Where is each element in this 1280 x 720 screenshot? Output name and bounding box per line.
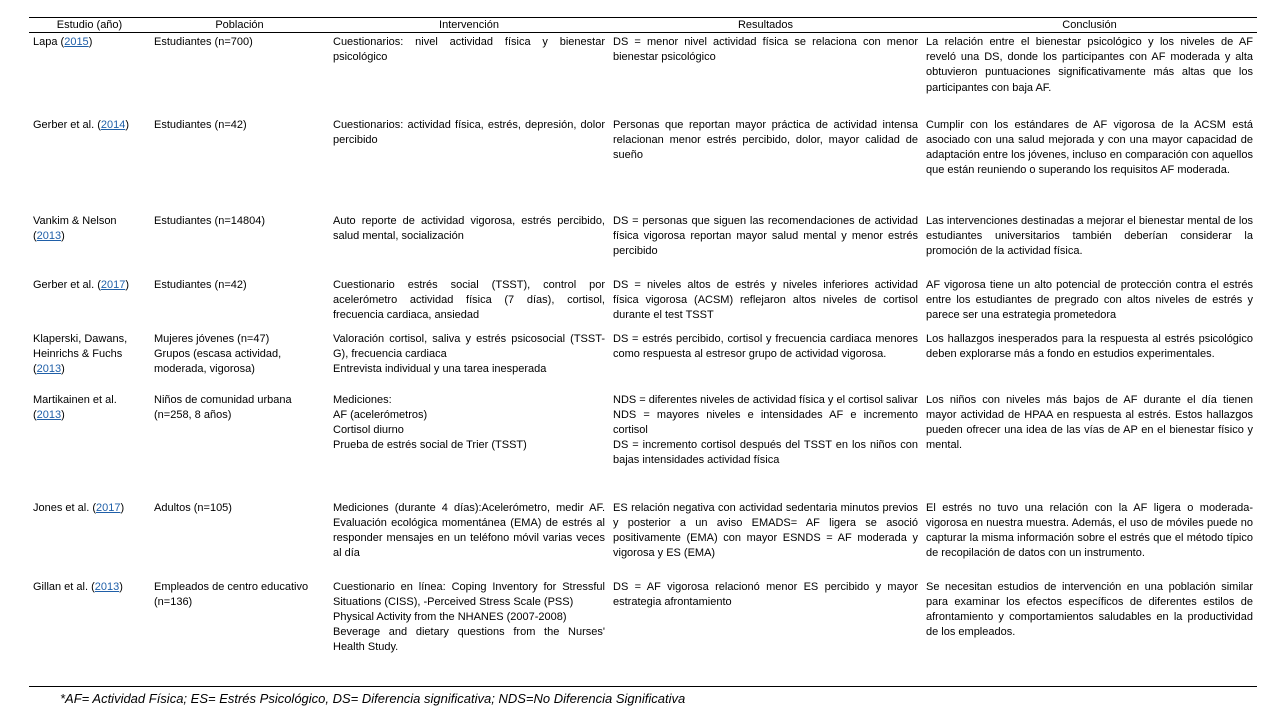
cell-results — [609, 330, 922, 391]
table-row — [29, 578, 1257, 674]
cell-intervention — [329, 276, 609, 330]
cell-results — [609, 499, 922, 578]
cell-conclusion-line: Los niños con niveles más bajos de AF durante el día tienen mayor actividad de HPAA en respuesta al estrés. Estos hallazgos pueden ofrecer una idea de las vías de AP en el bienestar físico y mental. — [926, 393, 1253, 452]
study-suffix: ) — [125, 118, 130, 131]
cell-results-line: ES relación negativa con actividad sedentaria minutos previos y posterior a un aviso EMADS= AF ligera se asoció positivamente (EMA) con mayor ESNDS = AF moderada y vigorosa y ES (EMA) — [613, 501, 918, 560]
study-suffix: ) — [88, 36, 93, 48]
cell-conclusion — [922, 499, 1257, 578]
cell-intervention — [329, 391, 609, 499]
cell-conclusion — [922, 391, 1257, 499]
cell-intervention-line: Beverage and dietary questions from the Nurses' Health Study. — [333, 626, 605, 654]
cell-results-line: DS = incremento cortisol después del TSST en los niños con bajas intensidades actividad física — [613, 439, 918, 467]
studies-table — [29, 17, 1257, 674]
cell-results-line: DS = AF vigorosa relacionó menor ES percibido y mayor estrategia afrontamiento — [613, 580, 918, 608]
study-suffix: ) — [61, 408, 65, 421]
cell-intervention-line: Cortisol diurno — [333, 423, 404, 436]
cell-intervention-line: Mediciones (durante 4 días):Acelerómetro, medir AF. Evaluación ecológica momentánea (EMA) de estrés al responder mensajes en un teléfono móvil varias veces al día — [333, 501, 605, 560]
study-suffix: ) — [119, 580, 123, 593]
cell-intervention-line: Auto reporte de actividad vigorosa, estrés percibido, salud mental, socialización — [333, 214, 605, 242]
cell-results — [609, 33, 922, 116]
cell-conclusion-line: Los hallazgos inesperados para la respuesta al estrés psicológico deben explorarse más a fondo en estudios experimentales. — [926, 332, 1253, 360]
cell-conclusion — [922, 33, 1257, 116]
cell-intervention — [329, 499, 609, 578]
cell-study — [29, 33, 150, 116]
study-year-link[interactable]: 2015 — [64, 36, 89, 48]
cell-population — [150, 330, 329, 391]
study-year-link[interactable]: 2017 — [95, 501, 121, 514]
cell-population — [150, 33, 329, 116]
cell-intervention-line: Prueba de estrés social de Trier (TSST) — [333, 439, 527, 452]
study-year-link[interactable]: 2013 — [36, 408, 62, 421]
cell-population — [150, 276, 329, 330]
cell-intervention-line: Physical Activity from the NHANES (2007-2008) — [333, 610, 567, 623]
cell-study — [29, 330, 150, 391]
cell-results — [609, 276, 922, 330]
cell-study — [29, 212, 150, 276]
cell-intervention-line: Valoración cortisol, saliva y estrés psicosocial (TSST-G), frecuencia cardiaca — [333, 332, 605, 360]
header-resultados: Resultados — [609, 18, 922, 33]
header-poblacion: Población — [150, 18, 329, 33]
cell-results — [609, 578, 922, 674]
table-row — [29, 499, 1257, 578]
cell-population-line: Estudiantes (n=42) — [154, 278, 247, 291]
cell-population — [150, 578, 329, 674]
header-estudio: Estudio (año) — [29, 18, 150, 33]
cell-intervention-line: Cuestionario estrés social (TSST), control por acelerómetro actividad física (7 días), cortisol, frecuencia cardiaca, ansiedad — [333, 278, 605, 321]
cell-conclusion — [922, 330, 1257, 391]
study-authors: Vankim & Nelson ( — [33, 214, 117, 242]
cell-population-line: Mujeres jóvenes (n=47) — [154, 332, 270, 345]
header-intervencion: Intervención — [329, 18, 609, 33]
cell-results-line: DS = menor nivel actividad física se relaciona con menor bienestar psicológico — [613, 36, 918, 64]
study-year-link[interactable]: 2014 — [100, 118, 126, 131]
table-row — [29, 116, 1257, 212]
cell-conclusion — [922, 116, 1257, 212]
cell-results — [609, 212, 922, 276]
cell-conclusion-line: Cumplir con los estándares de AF vigorosa de la ACSM está asociado con una salud mejorada y con una mayor capacidad de adaptación entre los jóvenes, incluso en comparación con aquellos que están reuniendo o superando los requisitos AF moderada. — [926, 118, 1253, 177]
table-row — [29, 330, 1257, 391]
study-authors: Gillan et al. ( — [33, 580, 95, 593]
cell-conclusion — [922, 276, 1257, 330]
footnote: *AF= Actividad Física; ES= Estrés Psicológico, DS= Diferencia significativa; NDS=No Diferencia Significativa — [60, 691, 686, 706]
study-year-link[interactable]: 2013 — [94, 580, 120, 593]
cell-intervention — [329, 330, 609, 391]
cell-conclusion — [922, 578, 1257, 674]
table-bottom-rule — [29, 686, 1257, 687]
study-authors: Jones et al. ( — [33, 501, 96, 514]
cell-intervention-line: Cuestionarios: nivel actividad física y bienestar psicológico — [333, 36, 605, 64]
cell-population-line: Adultos (n=105) — [154, 501, 232, 514]
cell-study — [29, 578, 150, 674]
cell-results-line: Personas que reportan mayor práctica de actividad intensa relacionan menor estrés percibido, dolor, mayor calidad de sueño — [613, 118, 918, 161]
study-suffix: ) — [120, 501, 125, 514]
cell-intervention-line: Entrevista individual y una tarea inesperada — [333, 362, 547, 375]
cell-intervention-line: AF (acelerómetros) — [333, 408, 428, 421]
study-authors: Gerber et al. ( — [33, 278, 101, 291]
cell-population — [150, 499, 329, 578]
study-year-link[interactable]: 2013 — [36, 362, 62, 375]
header-conclusion: Conclusión — [922, 18, 1257, 33]
cell-results-line: NDS = mayores niveles e intensidades AF e incremento cortisol — [613, 408, 918, 436]
study-suffix: ) — [125, 278, 130, 291]
cell-conclusion-line: El estrés no tuvo una relación con la AF ligera o moderada-vigorosa en nuestra muestra. Además, el uso de móviles puede no capturar la misma información sobre el estrés que el método típico de recopilación de datos con un instrumento. — [926, 501, 1253, 560]
cell-study — [29, 116, 150, 212]
cell-intervention — [329, 212, 609, 276]
studies-table-container — [29, 17, 1257, 674]
cell-population — [150, 212, 329, 276]
cell-population-line: Grupos (escasa actividad, moderada, vigorosa) — [154, 347, 282, 375]
study-authors: Lapa ( — [33, 36, 65, 48]
table-row — [29, 391, 1257, 499]
cell-population-line: Estudiantes (n=700) — [154, 36, 253, 48]
cell-conclusion-line: Se necesitan estudios de intervención en una población similar para examinar los efectos específicos de diferentes estilos de afrontamiento y comportamientos saludables en la productividad de los empleados. — [926, 580, 1253, 639]
cell-results — [609, 391, 922, 499]
cell-population-line: Niños de comunidad urbana (n=258, 8 años) — [154, 393, 292, 421]
table-body — [29, 33, 1257, 674]
study-year-link[interactable]: 2013 — [36, 229, 62, 242]
cell-conclusion-line: La relación entre el bienestar psicológico y los niveles de AF reveló una DS, donde los participantes con AF moderada y alta obtuvieron puntuaciones significativamente más altas que los participantes con baja AF. — [926, 36, 1253, 94]
table-header-row — [29, 18, 1257, 33]
cell-results-line: DS = niveles altos de estrés y niveles inferiores actividad física vigorosa (ACSM) reflejaron altos niveles de cortisol durante el test TSST — [613, 278, 918, 321]
study-suffix: ) — [61, 362, 65, 375]
cell-population — [150, 391, 329, 499]
cell-study — [29, 391, 150, 499]
study-suffix: ) — [61, 229, 65, 242]
cell-results-line: DS = estrés percibido, cortisol y frecuencia cardiaca menores como respuesta al estresor grupo de actividad vigorosa. — [613, 332, 918, 360]
cell-population-line: Estudiantes (n=14804) — [154, 214, 265, 227]
cell-intervention-line: Mediciones: — [333, 393, 392, 406]
table-row — [29, 33, 1257, 116]
table-row — [29, 276, 1257, 330]
study-authors: Martikainen et al. ( — [33, 393, 117, 421]
cell-intervention — [329, 578, 609, 674]
cell-population-line: Estudiantes (n=42) — [154, 118, 247, 131]
cell-intervention — [329, 33, 609, 116]
cell-conclusion — [922, 212, 1257, 276]
cell-results — [609, 116, 922, 212]
cell-conclusion-line: Las intervenciones destinadas a mejorar el bienestar mental de los estudiantes universitarios también deberían considerar la promoción de la actividad física. — [926, 214, 1253, 257]
cell-population — [150, 116, 329, 212]
cell-population-line: Empleados de centro educativo (n=136) — [154, 580, 309, 608]
table-row — [29, 212, 1257, 276]
cell-study — [29, 276, 150, 330]
study-authors: Gerber et al. ( — [33, 118, 101, 131]
cell-intervention — [329, 116, 609, 212]
cell-results-line: DS = personas que siguen las recomendaciones de actividad física vigorosa reportan mayor salud mental y menor estrés percibido — [613, 214, 918, 257]
cell-conclusion-line: AF vigorosa tiene un alto potencial de protección contra el estrés entre los estudiantes de pregrado con altos niveles de estrés y parece ser una estrategia prometedora — [926, 278, 1253, 321]
cell-study — [29, 499, 150, 578]
study-year-link[interactable]: 2017 — [100, 278, 126, 291]
study-authors: Klaperski, Dawans, Heinrichs & Fuchs ( — [33, 332, 128, 375]
cell-intervention-line: Cuestionarios: actividad física, estrés, depresión, dolor percibido — [333, 118, 605, 146]
cell-intervention-line: Cuestionario en línea: Coping Inventory for Stressful Situations (CISS), -Perceived Stress Scale (PSS) — [333, 580, 605, 608]
cell-results-line: NDS = diferentes niveles de actividad física y el cortisol salivar — [613, 393, 918, 406]
